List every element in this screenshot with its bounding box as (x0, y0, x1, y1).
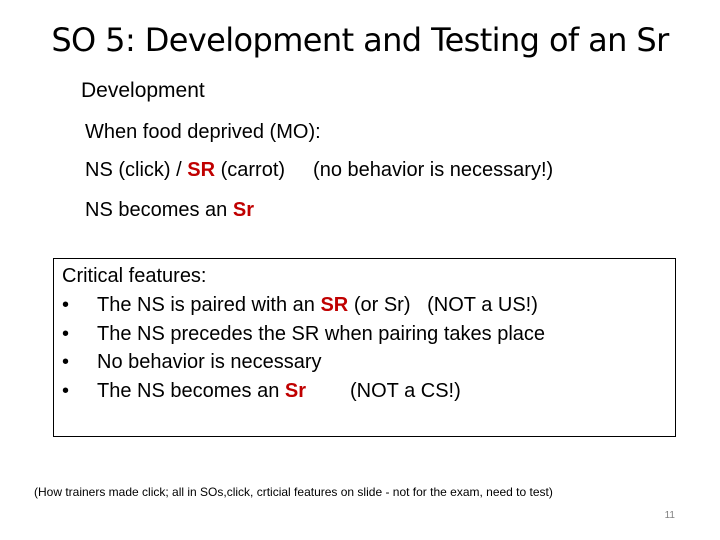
bullet-marker: • (62, 380, 70, 402)
bullet-marker: • (62, 323, 70, 345)
feature-highlight: SR (320, 294, 349, 316)
pairing-line (85, 156, 553, 184)
becomes-sr-text: Sr (232, 199, 254, 221)
footnote: (How trainers made click; all in SOs,click, crticial features on slide - not for the exam, need to test) (34, 485, 553, 499)
feature-bullet (62, 291, 538, 319)
feature-text: The NS is paired with an (97, 294, 315, 316)
feature-text: (NOT a CS!) (350, 380, 461, 402)
pairing-carrot-text: (carrot) (220, 159, 286, 181)
feature-text: The NS becomes an (97, 380, 280, 402)
slide-title: SO 5: Development and Testing of an Sr (51, 21, 669, 59)
becomes-line (85, 196, 254, 224)
pairing-sr-text: SR (187, 159, 216, 181)
pairing-ns-text: NS (click) / (85, 159, 182, 181)
slide-number: 11 (664, 510, 675, 521)
bullet-marker: • (62, 351, 70, 373)
pairing-note-text: (no behavior is necessary!) (313, 159, 554, 181)
feature-text: (or Sr) (NOT a US!) (353, 294, 538, 316)
feature-bullet (62, 320, 545, 348)
feature-bullet (62, 377, 461, 405)
feature-highlight: Sr (284, 380, 307, 402)
critical-features-heading: Critical features: (62, 265, 207, 287)
bullet-marker: • (62, 294, 70, 316)
feature-text: The NS precedes the SR when pairing takes place (97, 323, 546, 345)
feature-text: No behavior is necessary (97, 351, 322, 373)
section-heading: Development (81, 79, 205, 102)
feature-bullet (62, 348, 322, 376)
becomes-prefix-text: NS becomes an (85, 199, 228, 221)
condition-line: When food deprived (MO): (85, 121, 321, 143)
